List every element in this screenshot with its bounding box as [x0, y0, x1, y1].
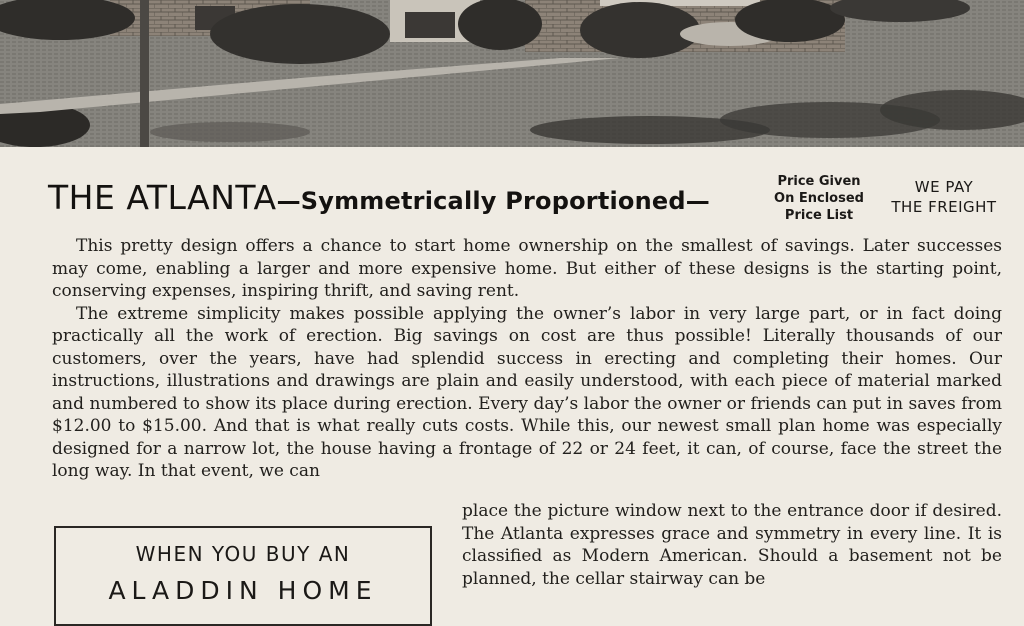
adbox-line-1: WHEN YOU BUY AN — [135, 542, 351, 566]
freight-line-2: THE FREIGHT — [891, 198, 997, 216]
price-note — [760, 173, 878, 224]
title-subtitle: —Symmetrically Proportioned— — [276, 187, 710, 215]
house-lawn-illustration — [0, 0, 1024, 147]
price-note-line-3: Price List — [784, 208, 854, 223]
price-note-line-1: Price Given — [777, 174, 861, 189]
paragraph-1: This pretty design offers a chance to start home ownership on the smallest of savings. Later successes may come, enabling a larger and more expensive home. But either of these designs is the starting point, conserving expenses, inspiring thrift, and saving rent. — [52, 236, 1002, 301]
paragraph-2-cont-text: place the picture window next to the entrance door if desired. The Atlanta expresses grace and symmetry in every line. It is classified as Modern American. Should a basement not be planned, the cellar stairway can be — [462, 501, 1002, 589]
freight-note — [880, 177, 1008, 217]
price-note-line-2: On Enclosed — [774, 191, 864, 206]
paragraph-2-continued — [462, 500, 1002, 590]
house-illustration — [0, 0, 1024, 147]
adbox-line-2: ALADDIN HOME — [108, 576, 378, 605]
page-title — [48, 178, 710, 217]
aladdin-ad-box — [54, 526, 432, 626]
title-main: THE ATLANTA — [48, 178, 277, 217]
paragraph-2: The extreme simplicity makes possible applying the owner’s labor in very large part, or in fact doing practically all the work of erection. Big savings on cost are thus possible! Literally thousands of our customers, over the years, have had splendid success in erecting and completing their homes. Our instructions, illustrations and drawings are plain and easily understood, with each piece of material marked and numbered to show its place during erection. Every day’s labor the owner or friends can put in saves from $12.00 to $15.00. And that is what really cuts costs. While this, our newest small plan home was especially designed for a narrow lot, the house having a frontage of 22 or 24 feet, it can, of course, face the street the long way. In that event, we can — [52, 303, 1002, 481]
heading-row — [48, 170, 1008, 226]
freight-line-1: WE PAY — [914, 178, 974, 196]
